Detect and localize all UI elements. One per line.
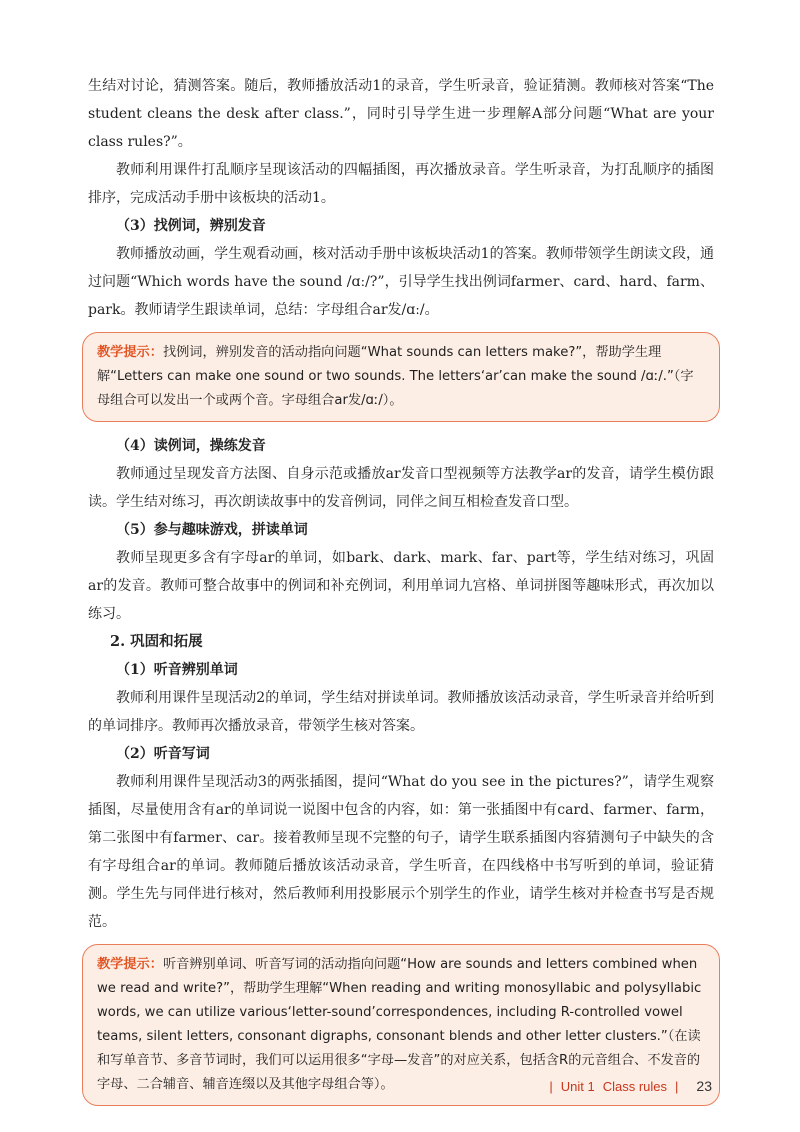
footer-title: Class rules — [602, 1078, 668, 1094]
subheading: （5）参与趣味游戏，拼读单词 — [116, 522, 308, 538]
paragraph: 生结对讨论，猜测答案。随后，教师播放活动1的录音，学生听录音，验证猜测。教师核对答案“The student cleans the desk after class.”，同时引导学生进一步理解A部分问题“What are your class rules?”。 — [88, 78, 714, 150]
page-content — [88, 72, 714, 1116]
teaching-tip-box — [82, 332, 720, 422]
paragraph: 教师播放动画，学生观看动画，核对活动手册中该板块活动1的答案。教师带领学生朗读文段，通过问题“Which words have the sound /ɑː/?”，引导学生找出例词farmer、card、hard、farm、park。教师请学生跟读单词，总结：字母组合ar发/ɑː/。 — [88, 246, 714, 318]
tip-label: 教学提示： — [97, 957, 163, 972]
paragraph: 教师通过呈现发音方法图、自身示范或播放ar发音口型视频等方法教学ar的发音，请学生模仿跟读。学生结对练习，再次朗读故事中的发音例词，同伴之间互相检查发音口型。 — [88, 466, 714, 510]
footer-divider: | — [675, 1078, 679, 1094]
paragraph: 教师呈现更多含有字母ar的单词，如bark、dark、mark、far、part等，学生结对练习，巩固ar的发音。教师可整合故事中的例词和补充例词，利用单词九宫格、单词拼图等趣味形式，再次加以练习。 — [88, 550, 714, 622]
section-heading: 2. 巩固和拓展 — [110, 633, 203, 650]
subheading: （2）听音写词 — [116, 746, 210, 762]
tip-text: 找例词，辨别发音的活动指向问题“What sounds can letters make?”，帮助学生理解“Letters can make one sound or two sounds. The letters‘ar’can make the sound /ɑː/.”（字母组合可以发出一个或两个音。字母组合ar发/ɑː/）。 — [97, 345, 694, 408]
footer-unit: Unit 1 — [560, 1078, 595, 1094]
page-number: 23 — [696, 1078, 712, 1094]
subheading: （4）读例词，操练发音 — [116, 438, 266, 454]
paragraph: 教师利用课件呈现活动3的两张插图，提问“What do you see in the pictures?”，请学生观察插图，尽量使用含有ar的单词说一说图中包含的内容，如：第一张插图中有card、farmer、farm，第二张图中有farmer、car。接着教师呈现不完整的句子，请学生联系插图内容猜测句子中缺失的含有字母组合ar的单词。教师随后播放该活动录音，学生听音，在四线格中书写听到的单词，验证猜测。学生先与同伴进行核对，然后教师利用投影展示个别学生的作业，请学生核对并检查书写是否规范。 — [88, 774, 714, 930]
subheading: （1）听音辨别单词 — [116, 662, 238, 678]
paragraph: 教师利用课件打乱顺序呈现该活动的四幅插图，再次播放录音。学生听录音，为打乱顺序的插图排序，完成活动手册中该板块的活动1。 — [88, 162, 714, 206]
paragraph: 教师利用课件呈现活动2的单词，学生结对拼读单词。教师播放该活动录音，学生听录音并给听到的单词排序。教师再次播放录音，带领学生核对答案。 — [88, 690, 714, 734]
tip-label: 教学提示： — [97, 345, 163, 360]
subheading: （3）找例词，辨别发音 — [116, 218, 266, 234]
tip-text: 听音辨别单词、听音写词的活动指向问题“How are sounds and letters combined when we read and write?”，帮助学生理解“When reading and writing monosyllabic and polysyllabic words, we can utilize various‘letter-sound’correspondences, including R-controlled vowel teams, silent letters, consonant digraphs, consonant blends and other letter clusters.”（在读和写单音节、多音节词时，我们可以运用很多“字母—发音”的对应关系，包括含R的元音组合、不发音的字母、二合辅音、辅音连缀以及其他字母组合等）。 — [97, 957, 702, 1092]
footer-divider: | — [549, 1078, 553, 1094]
page-footer — [549, 1078, 712, 1094]
